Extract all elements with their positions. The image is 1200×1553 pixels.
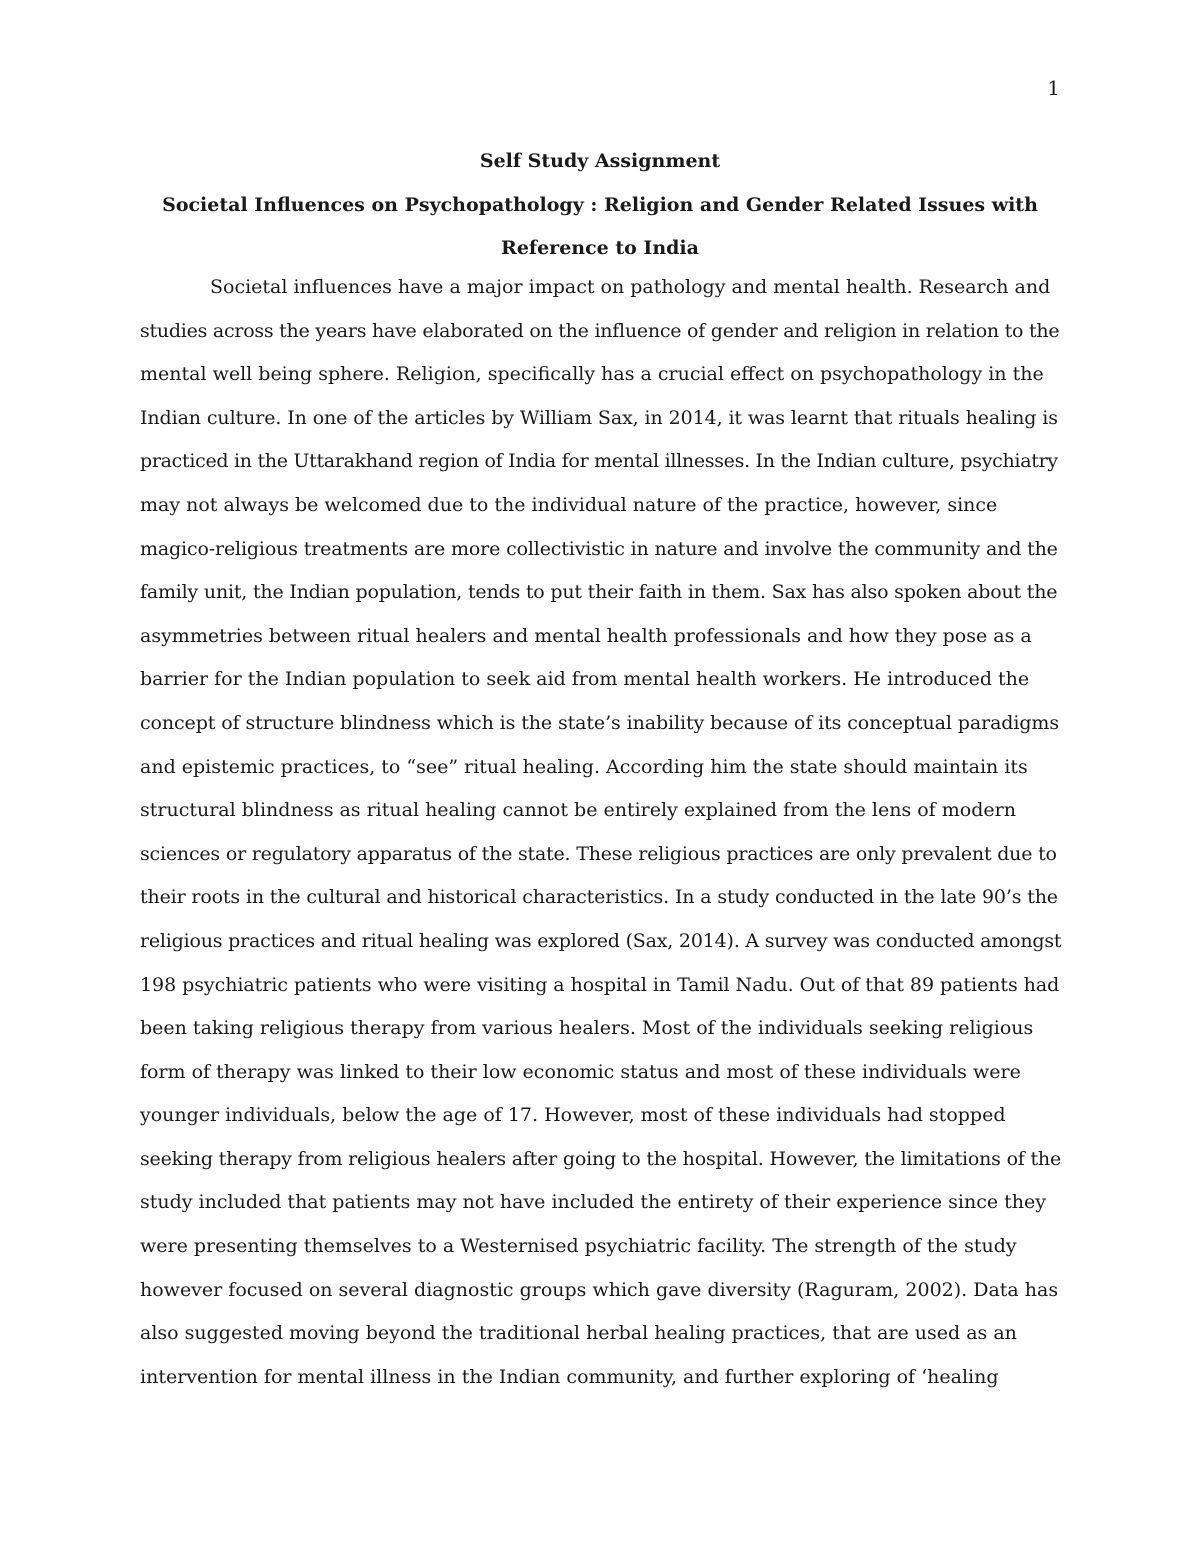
paragraph-line: religious practices and ritual healing was explored (Sax, 2014). A survey was conducted amongst [140, 929, 1062, 952]
paragraph-line: mental well being sphere. Religion, specifically has a crucial effect on psychopathology in the [140, 363, 1044, 386]
paragraph-line: family unit, the Indian population, tends to put their faith in them. Sax has also spoken about the [140, 581, 1058, 604]
paragraph-line: form of therapy was linked to their low economic status and most of these individuals were [140, 1060, 1021, 1083]
paragraph-line: structural blindness as ritual healing cannot be entirely explained from the lens of modern [140, 799, 1016, 822]
paragraph-line: their roots in the cultural and historical characteristics. In a study conducted in the late 90’s the [140, 886, 1058, 909]
document-subtitle-line-1: Societal Influences on Psychopathology : Religion and Gender Related Issues with [162, 193, 1038, 216]
paragraph-line: however focused on several diagnostic groups which gave diversity (Raguram, 2002). Data has [140, 1278, 1059, 1301]
paragraph-line: intervention for mental illness in the Indian community, and further exploring of ‘healing [140, 1365, 999, 1388]
document-subtitle-line-2: Reference to India [501, 237, 699, 260]
paragraph-line: and epistemic practices, to “see” ritual healing. According him the state should maintain its [140, 755, 1028, 778]
paragraph-line: 198 psychiatric patients who were visiting a hospital in Tamil Nadu. Out of that 89 patients had [140, 973, 1060, 996]
paragraph-line: Societal influences have a major impact on pathology and mental health. Research and [210, 276, 1051, 298]
paragraph-line: magico-religious treatments are more collectivistic in nature and involve the community and the [140, 537, 1058, 560]
paragraph-line: also suggested moving beyond the traditional herbal healing practices, that are used as an [140, 1322, 1017, 1345]
paragraph-line: seeking therapy from religious healers after going to the hospital. However, the limitations of the [140, 1147, 1061, 1170]
paragraph-line: sciences or regulatory apparatus of the state. These religious practices are only prevalent due to [140, 842, 1057, 865]
paragraph-line: study included that patients may not have included the entirety of their experience since they [140, 1191, 1047, 1214]
paragraph-line: Indian culture. In one of the articles by William Sax, in 2014, it was learnt that rituals healing is [140, 406, 1058, 429]
paragraph-line: been taking religious therapy from various healers. Most of the individuals seeking religious [140, 1017, 1034, 1040]
page-number: 1 [1047, 76, 1060, 100]
paragraph-line: asymmetries between ritual healers and mental health professionals and how they pose as a [140, 624, 1032, 647]
paragraph-line: concept of structure blindness which is the state’s inability because of its conceptual paradigms [140, 711, 1059, 734]
paragraph-line: practiced in the Uttarakhand region of India for mental illnesses. In the Indian culture, psychiatry [140, 450, 1058, 473]
paragraph-line: barrier for the Indian population to seek aid from mental health workers. He introduced the [140, 668, 1030, 691]
paragraph-line: younger individuals, below the age of 17. However, most of these individuals had stopped [140, 1104, 1006, 1127]
document-title: Self Study Assignment [479, 150, 721, 172]
paragraph-line: may not always be welcomed due to the individual nature of the practice, however, since [140, 493, 998, 516]
paragraph-line: were presenting themselves to a Westernised psychiatric facility. The strength of the study [140, 1235, 1017, 1258]
paragraph-line: studies across the years have elaborated on the influence of gender and religion in relation to the [140, 319, 1060, 342]
body-paragraph [140, 266, 1060, 1399]
title-block [140, 140, 1060, 271]
